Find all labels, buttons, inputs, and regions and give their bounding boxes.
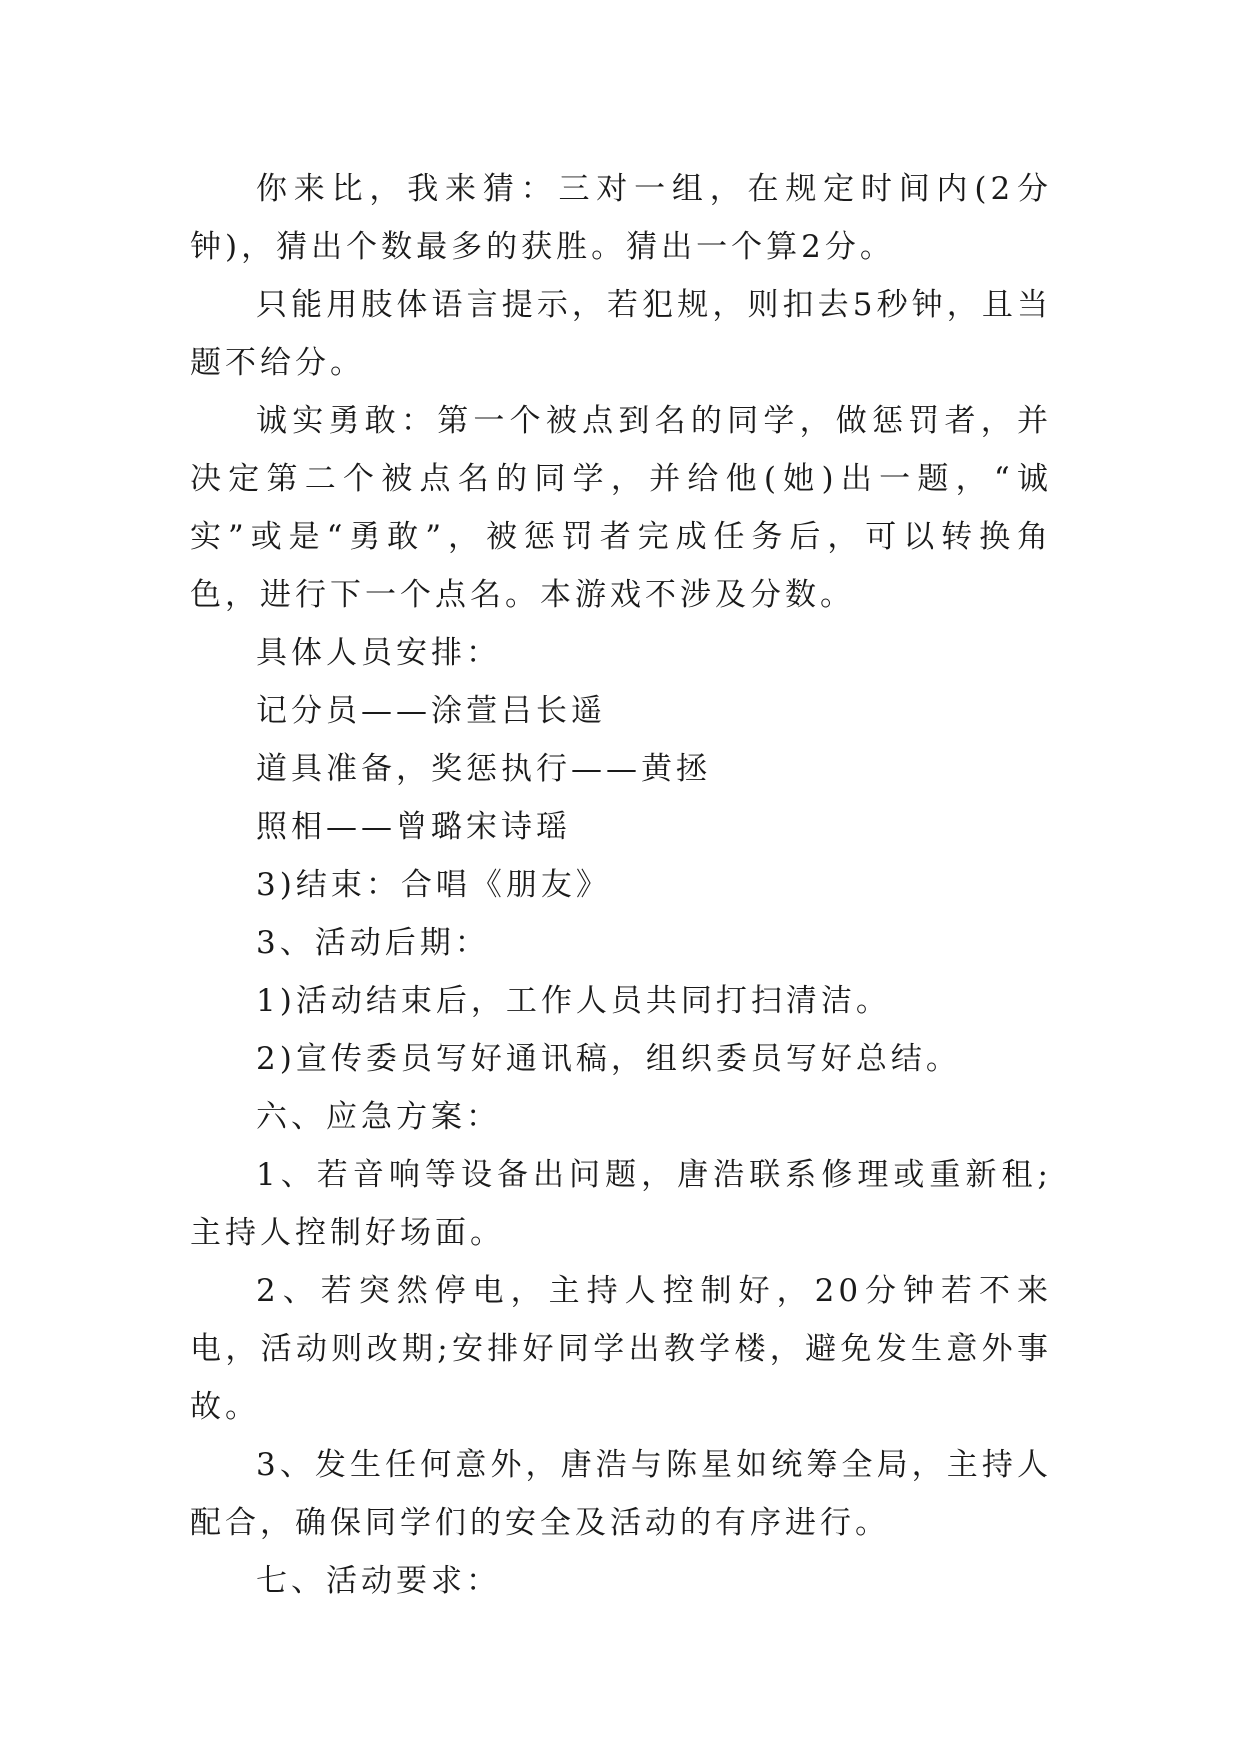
paragraph-truth-or-dare: 诚实勇敢：第一个被点到名的同学，做惩罚者，并决定第二个被点名的同学，并给他(她)出一题，“诚实”或是“勇敢”，被惩罚者完成任务后，可以转换角色，进行下一个点名。本游戏不涉及分数。 xyxy=(190,403,1052,613)
paragraph-post-activity-heading: 3、活动后期： xyxy=(256,925,490,961)
paragraph-guess-game: 你来比，我来猜：三对一组，在规定时间内(2分钟)，猜出个数最多的获胜。猜出一个算2分。 xyxy=(190,171,1052,265)
paragraph-photography: 照相——曾璐宋诗瑶 xyxy=(256,809,571,845)
paragraph-requirements-heading: 七、活动要求： xyxy=(256,1563,501,1599)
paragraph-scorekeeper: 记分员——涂萱吕长遥 xyxy=(256,693,606,729)
paragraph-report: 2)宣传委员写好通讯稿，组织委员写好总结。 xyxy=(256,1041,961,1077)
paragraph-ending: 3)结束：合唱《朋友》 xyxy=(256,867,611,903)
paragraph-body-language-rule: 只能用肢体语言提示，若犯规，则扣去5秒钟，且当题不给分。 xyxy=(190,287,1052,381)
paragraph-emergency-accident: 3、发生任何意外，唐浩与陈星如统筹全局，主持人配合，确保同学们的安全及活动的有序进行。 xyxy=(190,1447,1052,1541)
paragraph-cleanup: 1)活动结束后，工作人员共同打扫清洁。 xyxy=(256,983,891,1019)
paragraph-emergency-power: 2、若突然停电，主持人控制好，20分钟若不来电，活动则改期;安排好同学出教学楼，避免发生意外事故。 xyxy=(190,1273,1052,1425)
paragraph-emergency-heading: 六、应急方案： xyxy=(256,1099,501,1135)
document-page xyxy=(190,160,1052,1610)
paragraph-staff-heading: 具体人员安排： xyxy=(256,635,501,671)
paragraph-props: 道具准备，奖惩执行——黄拯 xyxy=(256,751,711,787)
paragraph-emergency-audio: 1、若音响等设备出问题，唐浩联系修理或重新租;主持人控制好场面。 xyxy=(190,1157,1052,1251)
